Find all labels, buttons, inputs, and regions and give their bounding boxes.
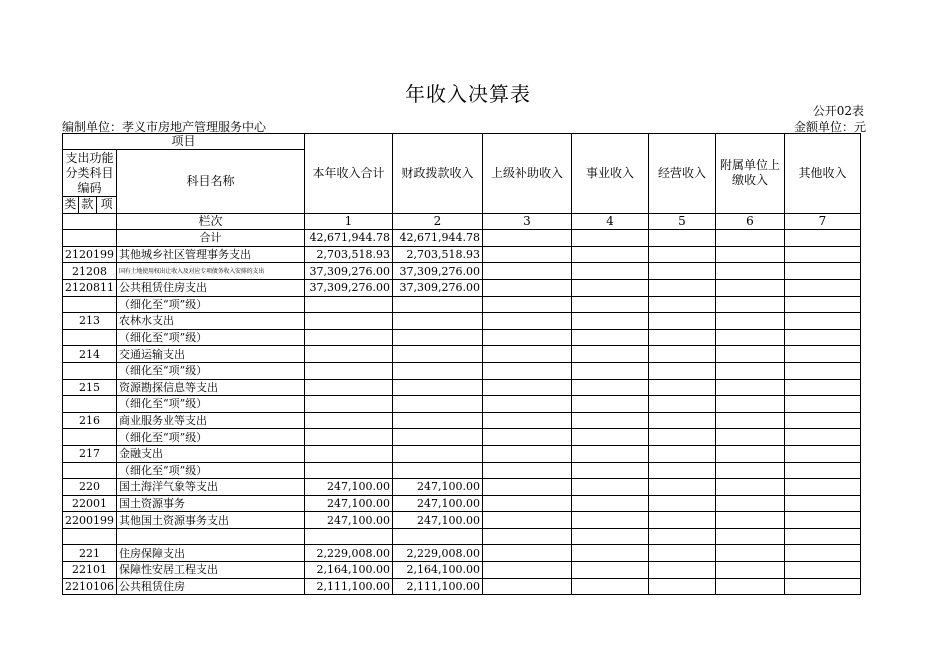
table-row [63,578,861,595]
code-cell [63,296,117,313]
table-row [63,545,861,562]
table-row [63,445,861,462]
name-header: 科目名称 [117,150,305,214]
empty-cell [649,313,716,330]
code-cell: 22101 [63,562,117,579]
col-label: 栏次 [117,213,305,230]
empty-cell [785,230,861,247]
project-header: 项目 [63,134,305,150]
empty-cell [716,512,785,529]
total-income-cell [305,528,393,545]
empty-cell [572,512,649,529]
empty-cell [785,462,861,479]
empty-cell [649,346,716,363]
name-cell: 资源勘探信息等支出 [117,379,305,396]
col-num-7: 7 [785,213,861,230]
code-cell: 22001 [63,495,117,512]
empty-cell [785,528,861,545]
empty-cell [572,246,649,263]
name-cell: 其他城乡社区管理事务支出 [117,246,305,263]
code-cell [63,396,117,413]
code-cell [63,362,117,379]
empty-cell [785,313,861,330]
table-row [63,379,861,396]
empty-cell [572,329,649,346]
fiscal-income-cell [393,379,483,396]
empty-cell [716,230,785,247]
total-income-cell [305,313,393,330]
total-income-cell: 247,100.00 [305,495,393,512]
fiscal-income-cell: 247,100.00 [393,479,483,496]
empty-cell [649,396,716,413]
table-row [63,313,861,330]
empty-cell [649,528,716,545]
table-row [63,263,861,280]
empty-cell [483,379,572,396]
col-header-affiliated: 附属单位上缴收入 [716,134,785,214]
empty-cell [716,578,785,595]
empty-cell [649,263,716,280]
fiscal-income-cell: 2,164,100.00 [393,562,483,579]
col-header-operating: 经营收入 [649,134,716,214]
empty-cell [572,230,649,247]
empty-cell [483,412,572,429]
empty-cell [649,296,716,313]
name-cell: （细化至“项”级） [117,296,305,313]
empty-cell [649,495,716,512]
table-row [63,479,861,496]
empty-cell [649,462,716,479]
empty-cell [483,313,572,330]
col-num-2: 2 [393,213,483,230]
code-cell [63,429,117,446]
empty-cell [785,362,861,379]
name-cell: 商业服务业等支出 [117,412,305,429]
empty-cell [716,329,785,346]
col-header-business: 事业收入 [572,134,649,214]
total-income-cell [305,329,393,346]
name-cell: （细化至“项”级） [117,462,305,479]
total-income-cell [305,379,393,396]
code-cell: 21208 [63,263,117,280]
empty-cell [483,329,572,346]
empty-cell [483,528,572,545]
empty-cell [649,545,716,562]
name-cell [117,528,305,545]
fiscal-income-cell [393,412,483,429]
empty-cell [483,246,572,263]
code-cell: 215 [63,379,117,396]
total-income-cell [305,296,393,313]
empty-cell [483,362,572,379]
name-cell: （细化至“项”级） [117,329,305,346]
code-cell: 217 [63,445,117,462]
empty-cell [572,362,649,379]
empty-cell [572,429,649,446]
empty-cell [785,412,861,429]
empty-cell [572,578,649,595]
fiscal-income-cell [393,396,483,413]
empty-cell [572,396,649,413]
fiscal-income-cell [393,462,483,479]
name-cell: 国土海洋气象等支出 [117,479,305,496]
name-cell: 国土资源事务 [117,495,305,512]
xiang-header: 项 [97,197,117,214]
empty-cell [785,512,861,529]
empty-cell [649,246,716,263]
empty-cell [785,296,861,313]
table-row [63,396,861,413]
empty-cell [572,445,649,462]
table-row [63,429,861,446]
code-cell: 221 [63,545,117,562]
empty-cell [649,512,716,529]
code-cell: 2210106 [63,578,117,595]
empty-cell [785,396,861,413]
empty-cell [716,396,785,413]
empty-cell [716,296,785,313]
empty-cell [649,230,716,247]
kuan-header: 款 [78,197,97,214]
code-cell: 214 [63,346,117,363]
empty-cell [785,562,861,579]
empty-cell [649,279,716,296]
name-cell: 金融支出 [117,445,305,462]
table-row [63,362,861,379]
income-table [62,133,861,595]
empty-cell [572,313,649,330]
code-cell [63,528,117,545]
total-income-cell: 2,164,100.00 [305,562,393,579]
fiscal-income-cell: 37,309,276.00 [393,279,483,296]
fiscal-income-cell [393,528,483,545]
name-cell: （细化至“项”级） [117,429,305,446]
empty-cell [483,462,572,479]
empty-cell [483,545,572,562]
total-income-cell [305,362,393,379]
empty-cell [572,495,649,512]
total-income-cell: 2,229,008.00 [305,545,393,562]
code-cell [63,329,117,346]
empty-cell [716,263,785,280]
fiscal-income-cell: 247,100.00 [393,495,483,512]
empty-cell [649,445,716,462]
table-row [63,562,861,579]
code-cell: 2120811 [63,279,117,296]
table-row [63,279,861,296]
empty-cell [483,512,572,529]
table-row [63,296,861,313]
fiscal-income-cell [393,362,483,379]
empty-cell [572,412,649,429]
code-cell [63,462,117,479]
total-income-cell: 247,100.00 [305,512,393,529]
col-header-other: 其他收入 [785,134,861,214]
empty-cell [716,362,785,379]
total-income-cell: 2,111,100.00 [305,578,393,595]
code-cell: 220 [63,479,117,496]
empty-cell [785,479,861,496]
empty-cell [716,495,785,512]
name-cell: 农林水支出 [117,313,305,330]
empty-cell [716,429,785,446]
col-header-fiscal: 财政拨款收入 [393,134,483,214]
empty-cell [649,429,716,446]
col-num-3: 3 [483,213,572,230]
table-row [63,230,861,247]
empty-cell [785,263,861,280]
total-income-cell: 247,100.00 [305,479,393,496]
col-num-4: 4 [572,213,649,230]
empty-cell [483,578,572,595]
empty-cell [483,445,572,462]
empty-cell [483,562,572,579]
total-income-cell [305,412,393,429]
empty-cell [572,462,649,479]
code-cell [63,230,117,247]
name-cell: 住房保障支出 [117,545,305,562]
name-cell: （细化至“项”级） [117,362,305,379]
empty-cell [572,279,649,296]
empty-cell [785,545,861,562]
empty-cell [785,429,861,446]
report-title: 年收入决算表 [405,82,531,106]
empty-cell [716,379,785,396]
fiscal-income-cell [393,445,483,462]
empty-cell [572,528,649,545]
name-cell: 公共租赁住房支出 [117,279,305,296]
blank-cell [63,213,117,230]
form-number: 公开02表 [812,104,864,118]
col-num-1: 1 [305,213,393,230]
empty-cell [572,263,649,280]
col-header-total: 本年收入合计 [305,134,393,214]
header-row-1 [63,134,861,150]
empty-cell [785,379,861,396]
name-cell: 国有土地使用权出让收入及对应专项债务收入安排的支出 [117,263,305,280]
empty-cell [716,445,785,462]
empty-cell [483,429,572,446]
code-header: 支出功能分类科目编码 [63,150,117,197]
fiscal-income-cell: 42,671,944.78 [393,230,483,247]
empty-cell [785,329,861,346]
empty-cell [483,296,572,313]
empty-cell [716,545,785,562]
empty-cell [572,479,649,496]
empty-cell [649,578,716,595]
total-income-cell [305,445,393,462]
empty-cell [785,279,861,296]
empty-cell [716,246,785,263]
code-cell: 2200199 [63,512,117,529]
name-cell: 交通运输支出 [117,346,305,363]
empty-cell [572,296,649,313]
lei-header: 类 [64,197,77,212]
empty-cell [649,362,716,379]
empty-cell [785,346,861,363]
column-number-row [63,213,861,230]
empty-cell [716,346,785,363]
name-cell: 合计 [117,230,305,247]
fiscal-income-cell [393,346,483,363]
empty-cell [649,329,716,346]
total-income-cell: 2,703,518.93 [305,246,393,263]
code-cell: 216 [63,412,117,429]
name-cell: （细化至“项”级） [117,396,305,413]
table-row [63,346,861,363]
empty-cell [785,578,861,595]
empty-cell [483,279,572,296]
empty-cell [716,462,785,479]
empty-cell [649,562,716,579]
name-cell: 保障性安居工程支出 [117,562,305,579]
fiscal-income-cell [393,429,483,446]
empty-cell [483,346,572,363]
empty-cell [785,246,861,263]
empty-cell [649,412,716,429]
empty-cell [483,495,572,512]
col-num-5: 5 [649,213,716,230]
empty-cell [785,445,861,462]
empty-cell [483,263,572,280]
fiscal-income-cell: 2,111,100.00 [393,578,483,595]
table-row [63,329,861,346]
empty-cell [572,346,649,363]
empty-cell [572,379,649,396]
empty-cell [785,495,861,512]
empty-cell [716,562,785,579]
fiscal-income-cell: 2,703,518.93 [393,246,483,263]
name-cell: 其他国土资源事务支出 [117,512,305,529]
empty-cell [716,412,785,429]
fiscal-income-cell: 2,229,008.00 [393,545,483,562]
empty-cell [716,313,785,330]
fiscal-income-cell [393,296,483,313]
table-row [63,462,861,479]
empty-cell [649,379,716,396]
fiscal-income-cell: 37,309,276.00 [393,263,483,280]
empty-cell [572,545,649,562]
table-row [63,412,861,429]
empty-cell [716,528,785,545]
fiscal-income-cell [393,329,483,346]
total-income-cell [305,429,393,446]
code-cell: 2120199 [63,246,117,263]
empty-cell [716,479,785,496]
col-header-superior: 上级补助收入 [483,134,572,214]
empty-cell [649,479,716,496]
fiscal-income-cell [393,313,483,330]
empty-cell [716,279,785,296]
empty-cell [483,230,572,247]
empty-cell [483,396,572,413]
total-income-cell [305,462,393,479]
empty-cell [483,479,572,496]
total-income-cell [305,396,393,413]
total-income-cell: 42,671,944.78 [305,230,393,247]
compiling-unit: 编制单位：孝义市房地产管理服务中心 [62,120,267,134]
table-row [63,495,861,512]
amount-unit: 金额单位：元 [793,120,866,134]
table-row [63,512,861,529]
fiscal-income-cell: 247,100.00 [393,512,483,529]
total-income-cell: 37,309,276.00 [305,279,393,296]
total-income-cell [305,346,393,363]
col-num-6: 6 [716,213,785,230]
code-cell: 213 [63,313,117,330]
table-row [63,246,861,263]
total-income-cell: 37,309,276.00 [305,263,393,280]
table-row [63,528,861,545]
empty-cell [572,562,649,579]
name-cell: 公共租赁住房 [117,578,305,595]
